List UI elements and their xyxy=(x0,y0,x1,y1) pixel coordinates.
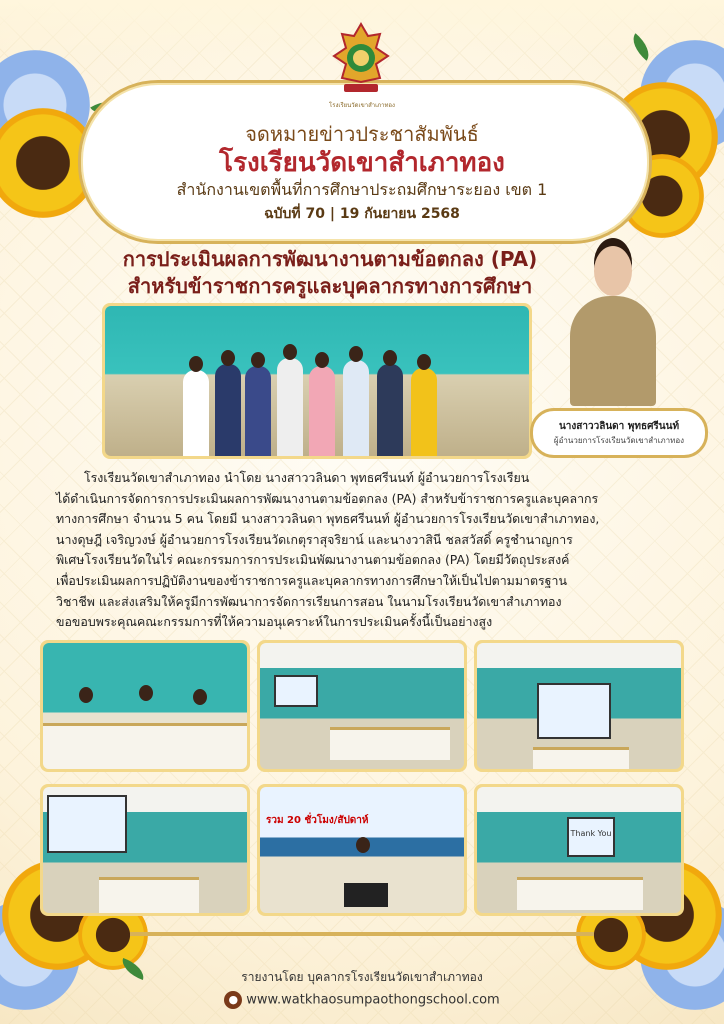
issue-number: ฉบับที่ 70 | 19 กันยายน 2568 xyxy=(264,206,460,222)
slide-text: รวม 20 ชั่วโมง/สัปดาห์ xyxy=(266,815,369,826)
director-name: นางสาววลินดา พุทธศรีนนท์ xyxy=(558,421,680,432)
gallery-photo-2 xyxy=(257,640,467,772)
head xyxy=(139,685,153,701)
photo-image xyxy=(43,787,247,913)
slide-text: Thank You xyxy=(570,829,612,838)
head xyxy=(349,346,363,362)
head xyxy=(383,350,397,366)
website-link[interactable]: www.watkhaosumpaothongschool.com xyxy=(246,992,500,1008)
body-line: ทางการศึกษา จำนวน 5 คน โดยมี นางสาววลินดา พุทธศรีนนท์ ผู้อำนวยการโรงเรียนวัดเขาสำเภาทอง, xyxy=(56,511,600,527)
globe-icon: ● xyxy=(224,991,242,1009)
person xyxy=(215,364,241,456)
table xyxy=(99,877,199,913)
gallery-photo-4 xyxy=(40,784,250,916)
gallery-photo-1 xyxy=(40,640,250,772)
head xyxy=(417,354,431,370)
presenter-head xyxy=(356,837,370,853)
director-head xyxy=(594,246,632,296)
head xyxy=(189,356,203,372)
body-line: ได้ดำเนินการจัดการการประเมินผลการพัฒนางานตามข้อตกลง (PA) สำหรับข้าราชการครูและบุคลากร xyxy=(56,490,599,506)
body-line: พิเศษโรงเรียนวัดในไร่ คณะกรรมการการประเมินพัฒนางานตามข้อตกลง (PA) โดยมีวัตถุประสงค์ xyxy=(56,552,570,568)
director-position: ผู้อำนวยการโรงเรียนวัดเขาสำเภาทอง xyxy=(553,436,685,445)
article-title-line2: สำหรับข้าราชการครูและบุคลากรทางการศึกษา xyxy=(127,274,533,298)
body-line: เพื่อประเมินผลการปฏิบัติงานของข้าราชการครูและบุคลากรทางการศึกษาให้เป็นไปตามมาตรฐาน xyxy=(56,572,567,588)
body-line: ขอขอบพระคุณคณะกรรมการที่ให้ความอนุเคราะห์ในการประเมินครั้งนี้เป็นอย่างสูง xyxy=(56,614,493,630)
committee-table xyxy=(43,723,247,769)
projection-screen xyxy=(537,683,611,739)
director-uniform xyxy=(570,296,656,406)
main-group-photo xyxy=(102,303,532,459)
table xyxy=(517,877,643,910)
body-line: โรงเรียนวัดเขาสำเภาทอง นำโดย นางสาววลินดา พุทธศรีนนท์ ผู้อำนวยการโรงเรียน xyxy=(84,470,530,485)
projection-screen xyxy=(274,675,318,707)
photo-image xyxy=(477,643,681,769)
reporter-credit: รายงานโดย บุคลากรโรงเรียนวัดเขาสำเภาทอง xyxy=(241,970,483,984)
newsletter-label: จดหมายข่าวประชาสัมพันธ์ xyxy=(245,122,479,146)
photo-image xyxy=(260,787,464,913)
director-portrait xyxy=(558,236,668,406)
person xyxy=(377,364,403,456)
head xyxy=(283,344,297,360)
person xyxy=(245,366,271,456)
laptop xyxy=(344,883,388,907)
logo-caption: โรงเรียนวัดเขาสำเภาทอง xyxy=(329,102,395,109)
article-title-line1: การประเมินผลการพัฒนางานตามข้อตกลง (PA) xyxy=(122,247,538,271)
table xyxy=(330,727,450,760)
school-logo-icon xyxy=(330,22,392,100)
school-name: โรงเรียนวัดเขาสำเภาทอง xyxy=(219,148,505,178)
projection-screen xyxy=(567,817,615,857)
projection-screen xyxy=(47,795,127,853)
person xyxy=(343,360,369,456)
body-line: วิชาชีพ และส่งเสริมให้ครูมีการพัฒนาการจัดการเรียนการสอน ในนามโรงเรียนวัดเขาสำเภาทอง xyxy=(56,593,562,609)
head xyxy=(251,352,265,368)
person xyxy=(309,366,335,456)
person xyxy=(277,358,303,456)
person xyxy=(411,368,437,456)
head xyxy=(221,350,235,366)
person xyxy=(183,370,209,456)
group-photo-image xyxy=(105,306,529,456)
photo-image xyxy=(260,643,464,769)
table xyxy=(533,747,629,769)
gallery-photo-3 xyxy=(474,640,684,772)
gallery-photo-6 xyxy=(474,784,684,916)
gallery-photo-5 xyxy=(257,784,467,916)
head xyxy=(193,689,207,705)
divider xyxy=(130,932,594,936)
photo-image xyxy=(43,643,247,769)
head xyxy=(79,687,93,703)
article-body xyxy=(56,468,668,633)
photo-image xyxy=(477,787,681,913)
office-name: สำนักงานเขตพื้นที่การศึกษาประถมศึกษาระยอง เขต 1 xyxy=(176,180,548,199)
director-name-badge xyxy=(530,408,708,458)
head xyxy=(315,352,329,368)
body-line: นางดุษฎี เจริญวงษ์ ผู้อำนวยการโรงเรียนวัดเกตุราสุจริยาน์ และนางวาสินี ชลสวัสดิ์ ครูชำนาญการ xyxy=(56,531,573,547)
website-line xyxy=(0,991,724,1009)
